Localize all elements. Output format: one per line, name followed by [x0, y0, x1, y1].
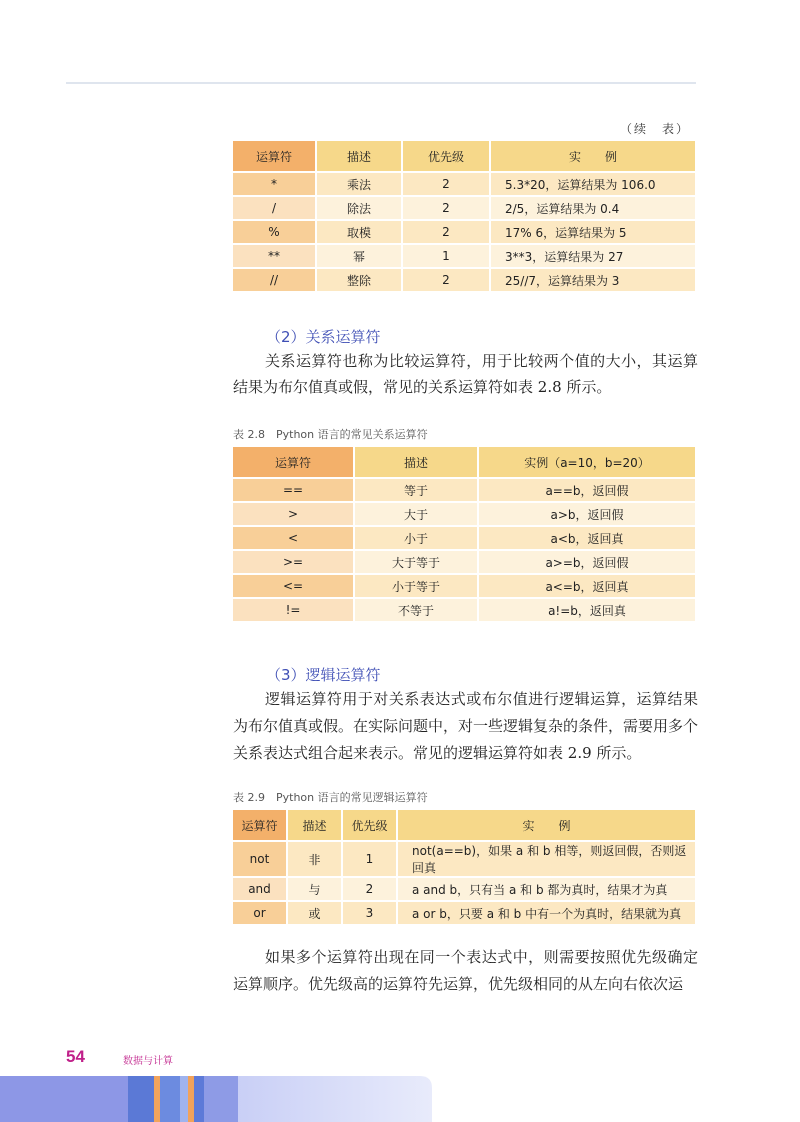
table-row — [233, 501, 697, 525]
table-cell: < — [233, 525, 355, 549]
logical-operators-table — [233, 810, 697, 924]
table-header-cell: 运算符 — [233, 447, 355, 477]
table-cell: 与 — [288, 876, 343, 900]
table-cell: 非 — [288, 840, 343, 876]
top-rule — [66, 82, 696, 84]
table-cell: a or b，只要 a 和 b 中有一个为真时，结果就为真 — [398, 900, 697, 924]
table-cell: 1 — [343, 840, 398, 876]
table-row — [233, 549, 697, 573]
table-cell: <= — [233, 573, 355, 597]
section-heading-relational: （2）关系运算符 — [266, 328, 381, 346]
table-header-cell: 描述 — [288, 810, 343, 840]
table-cell: 或 — [288, 900, 343, 924]
paragraph-closing: 如果多个运算符出现在同一个表达式中，则需要按照优先级确定运算顺序。优先级高的运算符先运算，优先级相同的从左向右依次运 — [233, 948, 698, 993]
relational-operators-table — [233, 447, 697, 621]
table-header-cell: 实 例 — [491, 141, 697, 171]
table-cell: and — [233, 876, 288, 900]
table-row — [233, 525, 697, 549]
table-cell: 大于等于 — [355, 549, 479, 573]
continued-label: （续 表） — [620, 122, 691, 136]
table-header-cell: 实 例 — [398, 810, 697, 840]
table-row — [233, 573, 697, 597]
table-cell: 2 — [403, 219, 491, 243]
book-title: 数据与计算 — [123, 1056, 173, 1067]
table-header-cell: 描述 — [317, 141, 403, 171]
paragraph-logical: 逻辑运算符用于对关系表达式或布尔值进行逻辑运算，运算结果为布尔值真或假。在实际问题中，对一些逻辑复杂的条件，需要用多个关系表达式组合起来表示。常见的逻辑运算符如表 2.9 所示。 — [233, 690, 699, 762]
table-cell: // — [233, 267, 317, 291]
table-caption-2-9: 表 2.9 Python 语言的常见逻辑运算符 — [233, 791, 428, 804]
paragraph-relational: 关系运算符也称为比较运算符，用于比较两个值的大小，其运算结果为布尔值真或假，常见的关系运算符如表 2.8 所示。 — [233, 352, 698, 396]
table-cell: 5.3*20，运算结果为 106.0 — [491, 171, 697, 195]
table-caption-2-8: 表 2.8 Python 语言的常见关系运算符 — [233, 428, 428, 441]
table-cell: 3**3，运算结果为 27 — [491, 243, 697, 267]
footer-decoration — [0, 1076, 432, 1122]
table-row — [233, 243, 697, 267]
table-cell: % — [233, 219, 317, 243]
table-cell: >= — [233, 549, 355, 573]
table-row — [233, 840, 697, 876]
table-cell: a<b，返回真 — [479, 525, 697, 549]
table-cell: a<=b，返回真 — [479, 573, 697, 597]
table-cell: / — [233, 195, 317, 219]
table-cell: ** — [233, 243, 317, 267]
arithmetic-operators-table — [233, 141, 697, 291]
table-cell: 2 — [343, 876, 398, 900]
table-cell: a!=b，返回真 — [479, 597, 697, 621]
table-cell: 除法 — [317, 195, 403, 219]
table-header-cell: 优先级 — [343, 810, 398, 840]
table-cell: 3 — [343, 900, 398, 924]
table-cell: 17% 6，运算结果为 5 — [491, 219, 697, 243]
table-cell: 小于等于 — [355, 573, 479, 597]
table-row — [233, 477, 697, 501]
table-row — [233, 267, 697, 291]
table-cell: 2/5，运算结果为 0.4 — [491, 195, 697, 219]
table-cell: 等于 — [355, 477, 479, 501]
table-row — [233, 597, 697, 621]
table-header-cell: 描述 — [355, 447, 479, 477]
table-row — [233, 219, 697, 243]
table-cell: a>b，返回假 — [479, 501, 697, 525]
table-cell: 大于 — [355, 501, 479, 525]
table-cell: 2 — [403, 195, 491, 219]
table-cell: 25//7，运算结果为 3 — [491, 267, 697, 291]
table-cell: 幂 — [317, 243, 403, 267]
table-row — [233, 900, 697, 924]
table-cell: not(a==b)，如果 a 和 b 相等，则返回假，否则返回真 — [398, 840, 697, 876]
table-cell: 2 — [403, 171, 491, 195]
table-row — [233, 195, 697, 219]
table-cell: 2 — [403, 267, 491, 291]
table-header-cell: 优先级 — [403, 141, 491, 171]
table-cell: a==b，返回假 — [479, 477, 697, 501]
table-cell: a and b，只有当 a 和 b 都为真时，结果才为真 — [398, 876, 697, 900]
table-cell: 小于 — [355, 525, 479, 549]
table-cell: != — [233, 597, 355, 621]
table-cell: or — [233, 900, 288, 924]
table-cell: a>=b，返回假 — [479, 549, 697, 573]
table-header-cell: 运算符 — [233, 141, 317, 171]
table-header-cell: 运算符 — [233, 810, 288, 840]
table-cell: 不等于 — [355, 597, 479, 621]
table-cell: == — [233, 477, 355, 501]
table-cell: 取模 — [317, 219, 403, 243]
page-number: 54 — [66, 1047, 85, 1066]
table-cell: * — [233, 171, 317, 195]
table-header-cell: 实例（a=10，b=20） — [479, 447, 697, 477]
table-cell: 整除 — [317, 267, 403, 291]
table-row — [233, 876, 697, 900]
table-cell: 1 — [403, 243, 491, 267]
table-cell: > — [233, 501, 355, 525]
table-cell: 乘法 — [317, 171, 403, 195]
table-row — [233, 171, 697, 195]
table-cell: not — [233, 840, 288, 876]
section-heading-logical: （3）逻辑运算符 — [266, 666, 381, 684]
